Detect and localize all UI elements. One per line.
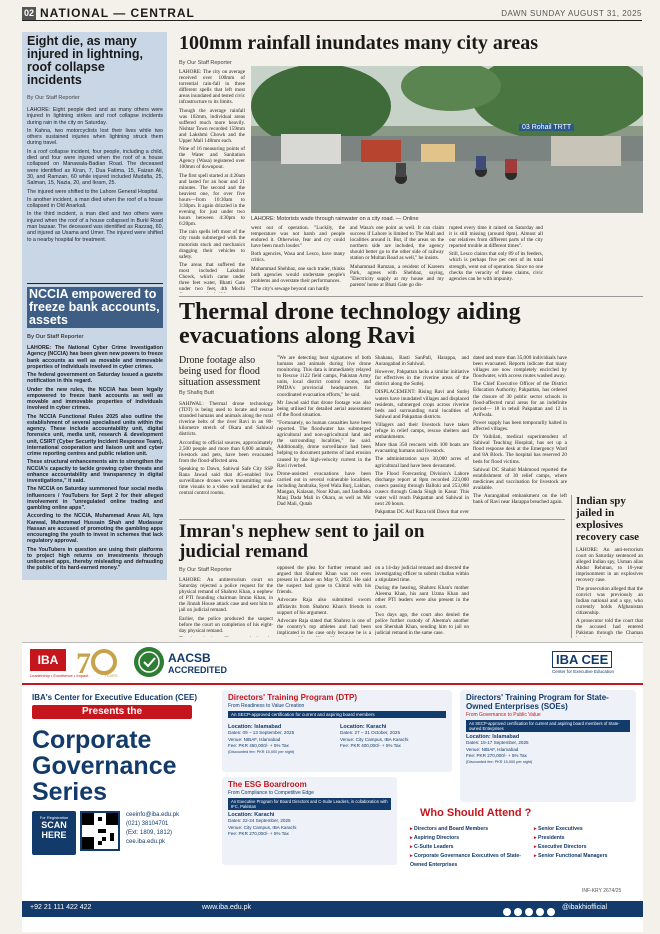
audience-item (410, 825, 528, 834)
bullet-icon: ▸ (410, 826, 415, 832)
paragraph: on a 14-day judicial remand and directed the investigating officer to submit challan within a stipulated time. (375, 565, 469, 584)
esg-note: An Executive Program for Board Directors and C-Suite Leaders, in collaboration with IFC, Pakistan (228, 798, 391, 810)
lightning-story (27, 35, 163, 279)
soe-early: (Discounted fee: PKR 15,000 per night) (466, 760, 533, 765)
paragraph: LAHORE: The National Cyber Crime Investigation Agency (NCCIA) has been given new powers to freeze bank accounts as well as movable and immovable properties of individuals involved in cyber crimes. (27, 345, 163, 370)
drone-headline: Thermal drone technology aiding evacuations along Ravi (179, 299, 521, 349)
paragraph: In the third incident, a man died and two others were injured when the roof of a house collapsed in Burki Road man bazaar. The deceased was identified as Razzaq, 60, and injured as Usama and Umer. The injured were shifted to a nearby hospital for treatment. (27, 211, 163, 243)
imran-column-1 (179, 577, 273, 637)
paragraph: Drone-assisted evacuations have been carried out in several vulnerable localities, including Jandraka, Syed Wala Burj, Lakhan, Mangan, Kalasan, Noor Khan, and Jandhoka Mauj Dada Mali in Okara, as well as Mir Dad Mali, Qutab (277, 470, 371, 508)
paragraph: DISPLACEMENT: Rising Ravi and Sutlej waters have inundated villages and displaced residents, submerged crops across riverine beds and surrounding rural localities of Sahiwal and Pakpattan districts. (375, 389, 469, 420)
dtp-venue: Venue: City Campus, IBA Karachi (340, 736, 409, 742)
paragraph: Advocate Raja also submitted sworn affidavits from Shahrez Khan's friends in support of his argument. (277, 597, 371, 616)
esg-details (228, 812, 391, 837)
audience-label: Senior Functional Managers (538, 853, 608, 859)
section-title: NATIONAL — CENTRAL (40, 6, 195, 20)
paragraph: opposed the plea for further remand and argued that Shahrez Khan was not even present in Lahore on May 9, 2023. He said the suspect had gone to Chitral with his friends. (277, 565, 371, 596)
audience-item (534, 852, 638, 861)
dtp-early: (Discounted fee: PKR 15,000 per night) (228, 750, 295, 755)
divider (27, 283, 163, 284)
divider (179, 296, 643, 297)
bullet-icon: ▸ (534, 835, 539, 841)
dtp-panel (222, 690, 452, 772)
paragraph: According to official sources, approximately 2,500 people and more than 6,000 animals, livestock and pets, have been evacuated from the flood-affected area. (179, 439, 273, 464)
audience-label: Presidents (538, 835, 565, 841)
dtp-islamabad (228, 724, 333, 755)
soe-note: An SECP-approved certification for current and aspiring board members of State-owned Enterprises (466, 720, 630, 732)
contact-ext: (Ext: 1809, 1812) (126, 830, 173, 836)
dtp-title: Directors' Training Program (DTP) (228, 693, 358, 702)
paragraph (179, 636, 273, 637)
paragraph: A prosecutor told the court that the accused had entered Pakistan through the Chaman (576, 618, 643, 637)
rain-photo (251, 66, 643, 213)
soe-dates: Dates: 15-17 September, 2025 (466, 740, 529, 746)
footer-web[interactable]: www.iba.edu.pk (202, 904, 252, 911)
series-title-line: Governance (32, 752, 177, 780)
lightning-headline: Eight die, as many injured in lightning, roof collapse incidents (27, 34, 143, 87)
spy-story (571, 495, 643, 638)
presents-banner: Presents the (32, 705, 192, 719)
contact-phone[interactable]: (021) 38104701 (126, 821, 169, 827)
paragraph: During the hearing, Shahrez Khan's mother Aleema Khan, his aunt Uzma Khan and other PTI leaders were also present in the court. (375, 585, 469, 610)
paragraph: Muhammad Ramzan, a resident of Kareem Park, agrees with Shehbaz, saying, "Electricity supply at my house and my parents' home at Bhati Gate go dis- (350, 263, 444, 288)
footer-phone[interactable]: +92 21 111 422 422 (30, 904, 92, 911)
audience-item (534, 825, 638, 834)
imran-column-2 (277, 565, 371, 637)
audience-item (410, 843, 528, 852)
who-left-list (410, 825, 528, 870)
ad-divider (22, 683, 643, 685)
dtp-note: An SECP-approved certification for current and aspiring board members (228, 711, 446, 718)
paragraph: The injured were shifted to the Lahore General Hospital. (27, 188, 159, 195)
paragraph: The rain spells left most of the city roads submerged with the motorists stuck and mechanics dragging their vehicles to safety. (179, 229, 245, 260)
paragraph: Both agencies, Wasa and Lesco, have many critics. (251, 251, 345, 264)
flooded-road-photo (251, 66, 643, 213)
soe-sub: From Governance to Public Value (466, 712, 541, 718)
paragraph: The Flood Forecasting Division's Lahore discharge report at 8pm recorded 223,000 cusecs passing through Balloki and 253,068 cusecs through Ganda Singh in Kasur. This water will reach Pakpattan and Sahiwal in next 20 hours. (375, 470, 469, 508)
paragraph: The Chief Executive Officer of the District Education Authority, Pakpattan, has ordered the closure of 30 public sector schools in flood-affected rural areas for an indefinite period— 18 in tehsil Pakpattan and 12 in Arifwala. (473, 381, 567, 418)
paragraph: LAHORE: An anti-terrorism court on Saturday sentenced an alleged Indian spy, Usman alias Abdur Rehman, to 10-year imprisonment in an explosives recovery case. (576, 547, 643, 584)
dtp-sub: From Readiness to Value Creation (228, 703, 305, 709)
paragraph: According to the NCCIA, Muhammad Anas Ali, Iqra Kanwal, Muhammad Hussain Shah and Mudassar Hassan are accused of promoting the gambling apps encouraging the youth to invest in schemes that lack regulatory approval. (27, 513, 163, 545)
who-right-list (534, 825, 638, 861)
rain-photo-caption: LAHORE: Motorists wade through rainwater on a city road. — Online (251, 216, 419, 222)
series-title-line: Corporate (32, 726, 152, 754)
drone-column-1 (179, 401, 273, 514)
rain-column-3 (350, 225, 444, 293)
paragraph: and Wasa's one point as well. It can claim success if Lahore is limited to The Mall and localities around it. But, if the areas on the northern side are included, the agency should better go to the other side of railway station or Multan Road as well," he insists. (350, 225, 444, 262)
contact-web[interactable]: cee.iba.edu.pk (126, 839, 166, 845)
spy-body (576, 547, 643, 637)
esg-sub: From Compliance to Competitive Edge (228, 790, 314, 796)
seventy-years-emblem (74, 645, 120, 679)
audience-item (534, 834, 638, 843)
aacsb-seal (134, 647, 164, 677)
rain-byline: By Our Staff Reporter (179, 60, 232, 66)
dtp-fee: Fee: PKR 450,000/- + 5% Tax (228, 742, 289, 748)
esg-panel (222, 777, 397, 865)
ncci-headline: NCCIA empowered to freeze bank accounts, assets (27, 287, 163, 328)
presents-line: IBA's Center for Executive Education (CEE) (32, 693, 198, 702)
qr-code[interactable] (80, 811, 120, 851)
audience-label: C-Suite Leaders (414, 844, 454, 850)
ncci-byline: By Our Staff Reporter (27, 334, 84, 340)
bullet-icon: ▸ (534, 826, 539, 832)
lightning-byline: By Our Staff Reporter (27, 95, 80, 101)
paragraph: LAHORE: Eight people died and as many others were injured in lightning strikes and roof collapse incidents during rain in the city on Saturday. (27, 107, 163, 126)
paragraph: Mr Jawad said that drone footage was also being utilised for detailed aerial assessment of the flood situation. (277, 399, 371, 418)
bullet-icon: ▸ (410, 844, 415, 850)
paragraph: Power supply has been temporarily halted in affected villages. (473, 419, 567, 433)
rain-column-2 (251, 225, 345, 293)
divider (179, 519, 565, 520)
soe-location: Location: Islamabad (466, 734, 520, 740)
esg-dates: Dates: 22-24 September, 2025 (228, 818, 291, 824)
paragraph: went out of operation. "Luckily, the temperature was not harsh and people endured it. Otherwise, fear and cry could have been much louder." (251, 225, 345, 250)
drone-column-4 (473, 355, 567, 515)
ad-reference: INF-KRY 2674/25 (582, 888, 622, 894)
audience-item (534, 843, 638, 852)
bullet-icon: ▸ (410, 835, 414, 841)
paragraph: Speaking to Dawn, Sahiwal Safe City SSP Rana Jawad said that 4G-enabled live surveillance drones were transmitting real-time visuals to a video wall installed at the central control rooms. (179, 465, 273, 497)
paragraph: More than 350 rescuers with 100 boats are evacuating humans and livestock. (375, 442, 469, 455)
social-icons (502, 904, 558, 914)
paragraph: LAHORE: The city on average received over 100mm of torrential rain-fall in three different spells that left most areas inundated and tested civic infrastructure to its limits. (179, 69, 245, 106)
ibacee-logo: IBA CEE (552, 651, 612, 668)
audience-label: Aspiring Directors (413, 835, 460, 841)
paragraph: Two days ago, the court also denied the police further custody of Aleema's another son Shershah Khan, sending him to jail on judicial remand in the same case. (375, 611, 469, 636)
paragraph: In another incident, a man died when the roof of a house collapsed in Old Anarkali. (27, 196, 163, 210)
footer-social[interactable]: @ibakhiofficial (562, 904, 608, 911)
drone-column-2 (277, 355, 371, 515)
soe-venue: Venue: NIBAF, Islamabad (466, 746, 519, 752)
paragraph: The NCCIA Functional Rules 2025 also outline the establishment of several specialised units within the agency. These include accountability unit, digital forensics unit, media unit, research & development unit, CSIRT (Cyber Security Incident Response Team), international cooperation and liaison unit and cyber crime reporting centres and public relation unit. (27, 413, 163, 457)
paragraph: Still, Lesco claims that only 89 of its feeders, which is perhaps five per cent of its total strength, went out of operation. Since no one checks the veracity of these claims, civic agencies can be with impunity. (449, 251, 543, 282)
paragraph: These structural enhancements aim to strengthen the NCCIA's capacity to tackle growing cyber threats and enhance accountability and transparency in digital investigations," it said. (27, 459, 163, 484)
years-label: YEARS (104, 673, 118, 678)
svg-text:7: 7 (76, 647, 91, 679)
drone-deck: Drone footage also being used for flood situation assessment (179, 355, 261, 388)
dateline: DAWN SUNDAY AUGUST 31, 2025 (501, 9, 642, 18)
paragraph: The first spell started at 4:20am and lasted for an hour and 21 minutes. The second and the heaviest one, for over five hours—from 10:30am to 3:30pm. It again drizzled in the evening for just under two hours between 4:30pm to 6:20pm. (179, 172, 245, 228)
aacsb-sub: ACCREDITED (168, 665, 228, 675)
paragraph: The prosecution alleged that the convict was previously an Indian national and a spy, who currently holds Afghanistan citizenship. (576, 585, 643, 616)
esg-location: Location: Karachi (228, 812, 275, 818)
page-number: 02 (23, 8, 34, 18)
paragraph: Muhammad Shehbaz, one such trader, thinks both agencies would understate people's problems and overstate their performances. (251, 265, 345, 284)
page-header (22, 7, 642, 21)
road-sign: 03 Rohail TRTT (519, 124, 574, 131)
lightning-body (27, 107, 163, 279)
drone-byline: By Shafiq Butt (179, 390, 214, 396)
register-panel (32, 811, 76, 855)
imran-byline: By Our Staff Reporter (179, 567, 232, 573)
paragraph: rupted every time it rained on Saturday and it is still missing (around 8pm). Almost all our relatives from different parts of the city reported trouble at different times". (449, 225, 543, 250)
paragraph: Villagers and their livestock have taken refuge in relief camps, rescue shelters and embankments. (375, 421, 469, 441)
here-label: HERE (41, 830, 67, 840)
dtp-karachi (340, 724, 448, 749)
dtp-location: Location: Islamabad (228, 724, 282, 730)
soe-panel (460, 690, 636, 802)
paragraph: Advocate Raja stated that Shahrez is one of the country's top athletes and had been implicated in the case only because he is a (277, 617, 371, 636)
bullet-icon: ▸ (410, 853, 415, 859)
paragraph: LAHORE: An antiterrorism court on Saturday rejected a police request for the physical remand of Shahrez Khan, a nephew of PTI founding chairman Imran Khan, in the Jinnah House attack case and sent him to jail on judicial remand. (179, 577, 273, 614)
imran-headline: Imran's nephew sent to jail on judicial remand (179, 521, 425, 562)
paragraph: "We are detecting heat signatures of both humans and animals during live drone monitoring. This data is immediately relayed to Rescue 1122 field camps, Pakistan Army units, local district control rooms, and PMDA's provincial headquarters for coordinated evacuation efforts," he said. (277, 355, 371, 398)
iba-tagline: Leadership • Excellence • Impact (30, 673, 89, 678)
paragraph: The Aurangabad embankment on the left bank of Ravi near Harappa breached again. (473, 492, 567, 506)
audience-label: Directors and Board Members (414, 826, 489, 832)
soe-details (466, 734, 630, 765)
dtp-fee: Fee: PKR 400,000/- + 5% Tax (340, 742, 401, 748)
iba-logo: IBA (30, 649, 66, 671)
paragraph: However, Pakpattan lacks a similar initiative for effectives in the riverine areas of the district along the Sutlej. (375, 369, 469, 388)
series-title (32, 727, 177, 805)
dtp-dates: Dates: 27 – 31 October, 2025 (340, 730, 401, 736)
paragraph: Dr Vaihilati, medical superintendent of Sahiwal Teaching Hospital, has set up a flood response desk at the Emergency Ward and 8A Block. The hospital has reserved 20 beds for flood victims. (473, 434, 567, 465)
ibacee-sub: Center for Executive Education (552, 669, 615, 674)
esg-title: The ESG Boardroom (228, 780, 307, 789)
audience-item (410, 834, 528, 843)
paragraph: SAHIWAL: Thermal drone technology (TDT) is being used to locate and rescue stranded humans and animals along the rural riverine belts of the river Ravi in an 80-kilometre stretch of Okara and Sahiwal districts. (179, 401, 273, 438)
drone-column-3 (375, 355, 469, 515)
aacsb-title: AACSB (168, 651, 211, 665)
paragraph: "Fortunately, no human casualties have been reported. The floodwater has submerged agricultural and non-agricultural land and the surrounding localities," he said. Additionally, drone surveillance had been helping to document patterns of land erosion caused by the high-velocity current in the Ravi riverbed. (277, 419, 371, 469)
paragraph: The areas that suffered the most included Lakshmi Chowk, which came under three feet water, Bhatti Gate under two feet, 4th Mochi (179, 261, 245, 293)
paragraph: The YouTubers in question are using their platforms to project high returns on investments through unlicensed apps, thereby misleading and defrauding the public of its hard-earned money." (27, 546, 163, 572)
audience-label: Executive Directors (538, 844, 587, 850)
rain-headline: 100mm rainfall inundates many city areas (179, 32, 539, 54)
paragraph: The federal government on Saturday issued a gazette notification in this regard. (27, 372, 163, 385)
audience-label: Corporate Governance Executives of State-Owned Enterprises (410, 853, 522, 868)
audience-label: Senior Executives (538, 826, 583, 832)
contact-info (126, 811, 179, 847)
scan-label: SCAN (41, 820, 67, 830)
dtp-dates: Dates: 09 – 13 September, 2025 (228, 730, 295, 736)
esg-venue: Venue: City Campus, IBA Karachi (228, 824, 297, 830)
rain-column-4 (449, 225, 543, 293)
paragraph: In Kahna, two motorcyclists lost their lives while two others sustained injuries when lightning struck them during travel. (27, 127, 163, 147)
audience-item (410, 852, 528, 870)
ad-footer (22, 901, 643, 917)
soe-title: Directors' Training Program for State-Owned Enterprises (SOEs) (466, 693, 609, 711)
paragraph: Nine of 16 measuring points of the Water and Sanitation Agency (Wasa) registered over 100mm of downpour. (179, 146, 245, 171)
paragraph: dated and more than 35,000 individuals have been evacuated. Reports indicate that many villages are now completely encircled by floodwater, with access routes washed away. (473, 355, 567, 380)
dtp-venue: Venue: NIBAF, Islamabad (228, 736, 281, 742)
spy-headline: Indian spy jailed in explosives recovery case (576, 495, 640, 543)
esg-fee: Fee: PKR 270,000/- + 5% Tax (228, 830, 289, 836)
paragraph: Sahiwal DC Shahid Mahmood reported the establishment of 30 relief camps, where medicines and vaccination for livestock are available. (473, 466, 567, 491)
who-title: Who Should Attend ? (420, 807, 532, 819)
bullet-icon: ▸ (534, 853, 539, 859)
contact-email[interactable]: ceeinfo@iba.edu.pk (126, 812, 180, 818)
paragraph: Pakpattan DC Asif Raza told Dawn that over (375, 509, 469, 515)
paragraph: In a roof collapse incident, four people, including a child, died and four were injured when the roof of a house collapsed on Manawala-Badian Road. The deceased were identified as Kiran, 7, Dua Fatima, 15, Faizan Ali, 30, and Ramzan, 60 while injured included Mudafia, 25, Salman, 15, Nazia, 20, and Ikram, 25. (27, 148, 163, 187)
ncci-body (27, 345, 163, 577)
paragraph: Shahana, Basti SanPall, Harappa, and Aurangabad in Sahiwal. (375, 355, 469, 368)
paragraph: The NCCIA on Saturday summoned four social media influencers / YouTubers for Sept 2 for their alleged involvement in "unregulated online trading and gambling online apps". (27, 486, 163, 511)
soe-fee: Fee: PKR 270,000/- + 5% Tax (466, 752, 527, 758)
register-label: For Registration (39, 815, 69, 820)
rain-column-1 (179, 69, 245, 293)
imran-column-3 (375, 565, 469, 637)
paragraph: "The city's sewage beyond can hardly (251, 285, 330, 292)
series-title-line: Series (32, 778, 108, 806)
iba-advertisement (22, 642, 643, 932)
ncci-story (27, 287, 163, 577)
paragraph: Though the average rainfall was 102mm, individual areas suffered much more heavily. Nishtar Town recorded 159mm and Lakshmi Chowk and the Upper Mall 148mm each. (179, 107, 245, 145)
paragraph: Under the new rules, the NCCIA has been legally empowered to freeze bank accounts as well as movable and immovable properties of individuals involved in cyber crimes. (27, 386, 163, 412)
paragraph: The administration says 30,000 acres of agricultural land have been devastated. (375, 456, 469, 469)
paragraph: Earlier, the police produced the suspect before the court on completion of his eight-day physical remand. (179, 615, 273, 634)
dtp-location: Location: Karachi (340, 724, 387, 730)
bullet-icon: ▸ (534, 844, 539, 850)
